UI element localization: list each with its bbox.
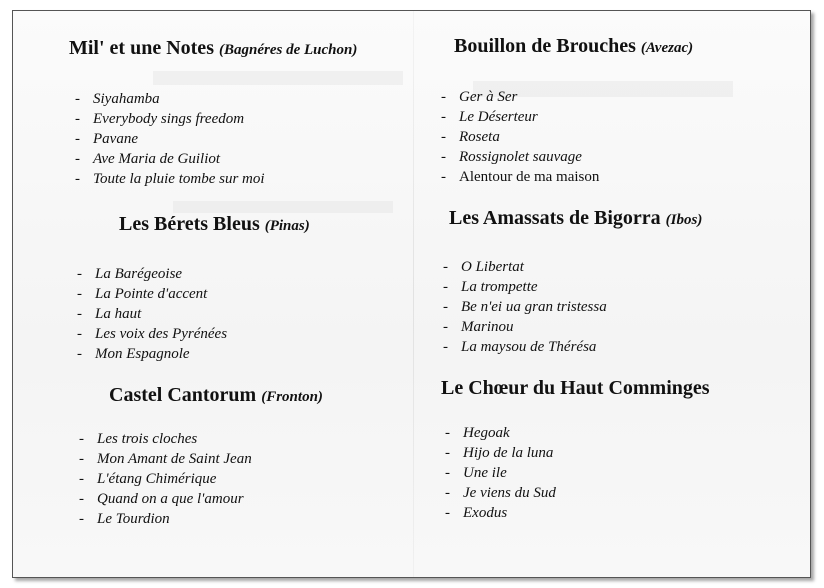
list-item: - Une ile xyxy=(445,465,507,481)
choir-name: Bouillon de Brouches xyxy=(454,35,636,57)
list-item: - Everybody sings freedom xyxy=(75,111,245,127)
choir-location: (Bagnéres de Luchon) xyxy=(218,42,358,58)
choir-location: (Fronton) xyxy=(261,389,323,405)
list-item: - Le Tourdion xyxy=(79,511,170,527)
list-item: - Exodus xyxy=(445,505,508,521)
song-list xyxy=(77,264,227,364)
list-item: - Rossignolet sauvage xyxy=(441,149,582,165)
list-item: - Ger à Ser xyxy=(441,89,518,105)
choir-section xyxy=(454,35,693,58)
song-list xyxy=(441,87,599,187)
list-item: - L'étang Chimérique xyxy=(79,471,217,487)
choir-location: (Ibos) xyxy=(665,212,703,228)
list-item: - Be n'ei ua gran tristessa xyxy=(443,299,607,315)
list-item: - La Barégeoise xyxy=(77,266,183,282)
choir-name: Mil' et une Notes xyxy=(69,37,214,59)
list-item: - Siyahamba xyxy=(75,91,160,107)
list-item: - Pavane xyxy=(75,131,138,147)
list-item: - La trompette xyxy=(443,279,538,295)
list-item: - Mon Espagnole xyxy=(77,346,190,362)
choir-title xyxy=(119,213,310,236)
list-item: - Ave Maria de Guiliot xyxy=(75,151,221,167)
list-item: - Quand on a que l'amour xyxy=(79,491,244,507)
page-fold xyxy=(413,11,414,577)
bleed-through xyxy=(153,71,403,85)
choir-section xyxy=(119,213,310,236)
list-item: - Mon Amant de Saint Jean xyxy=(79,451,252,467)
list-item: - O Libertat xyxy=(443,259,524,275)
list-item: - Les voix des Pyrénées xyxy=(77,326,228,342)
choir-name: Le Chœur du Haut Comminges xyxy=(441,377,710,399)
list-item: - Hijo de la luna xyxy=(445,445,554,461)
choir-name: Les Amassats de Bigorra xyxy=(449,207,661,229)
choir-section xyxy=(109,384,323,407)
choir-location: (Pinas) xyxy=(264,218,310,234)
list-item: - Le Déserteur xyxy=(441,109,538,125)
list-item: - La maysou de Thérésa xyxy=(443,339,597,355)
list-item: - Je viens du Sud xyxy=(445,485,556,501)
choir-title xyxy=(441,377,710,400)
list-item: - Hegoak xyxy=(445,425,510,441)
list-item: - Roseta xyxy=(441,129,500,145)
list-item: - Les trois cloches xyxy=(79,431,198,447)
list-item: - Marinou xyxy=(443,319,514,335)
song-list xyxy=(445,423,556,523)
choir-name: Castel Cantorum xyxy=(109,384,257,406)
choir-title xyxy=(109,384,323,407)
program-sheet xyxy=(12,10,811,578)
choir-name: Les Bérets Bleus xyxy=(119,213,260,235)
bleed-through xyxy=(173,201,393,213)
list-item: - Toute la pluie tombe sur moi xyxy=(75,171,265,187)
list-item: - La Pointe d'accent xyxy=(77,286,208,302)
song-list xyxy=(75,89,265,189)
choir-location: (Avezac) xyxy=(640,40,694,56)
list-item: - La haut xyxy=(77,306,142,322)
choir-title xyxy=(454,35,693,58)
song-list xyxy=(79,429,252,529)
choir-section xyxy=(441,377,710,400)
choir-title xyxy=(69,37,357,60)
choir-section xyxy=(449,207,702,230)
song-list xyxy=(443,257,607,357)
choir-section xyxy=(69,37,357,60)
choir-title xyxy=(449,207,702,230)
list-item: - Alentour de ma maison xyxy=(441,169,600,185)
